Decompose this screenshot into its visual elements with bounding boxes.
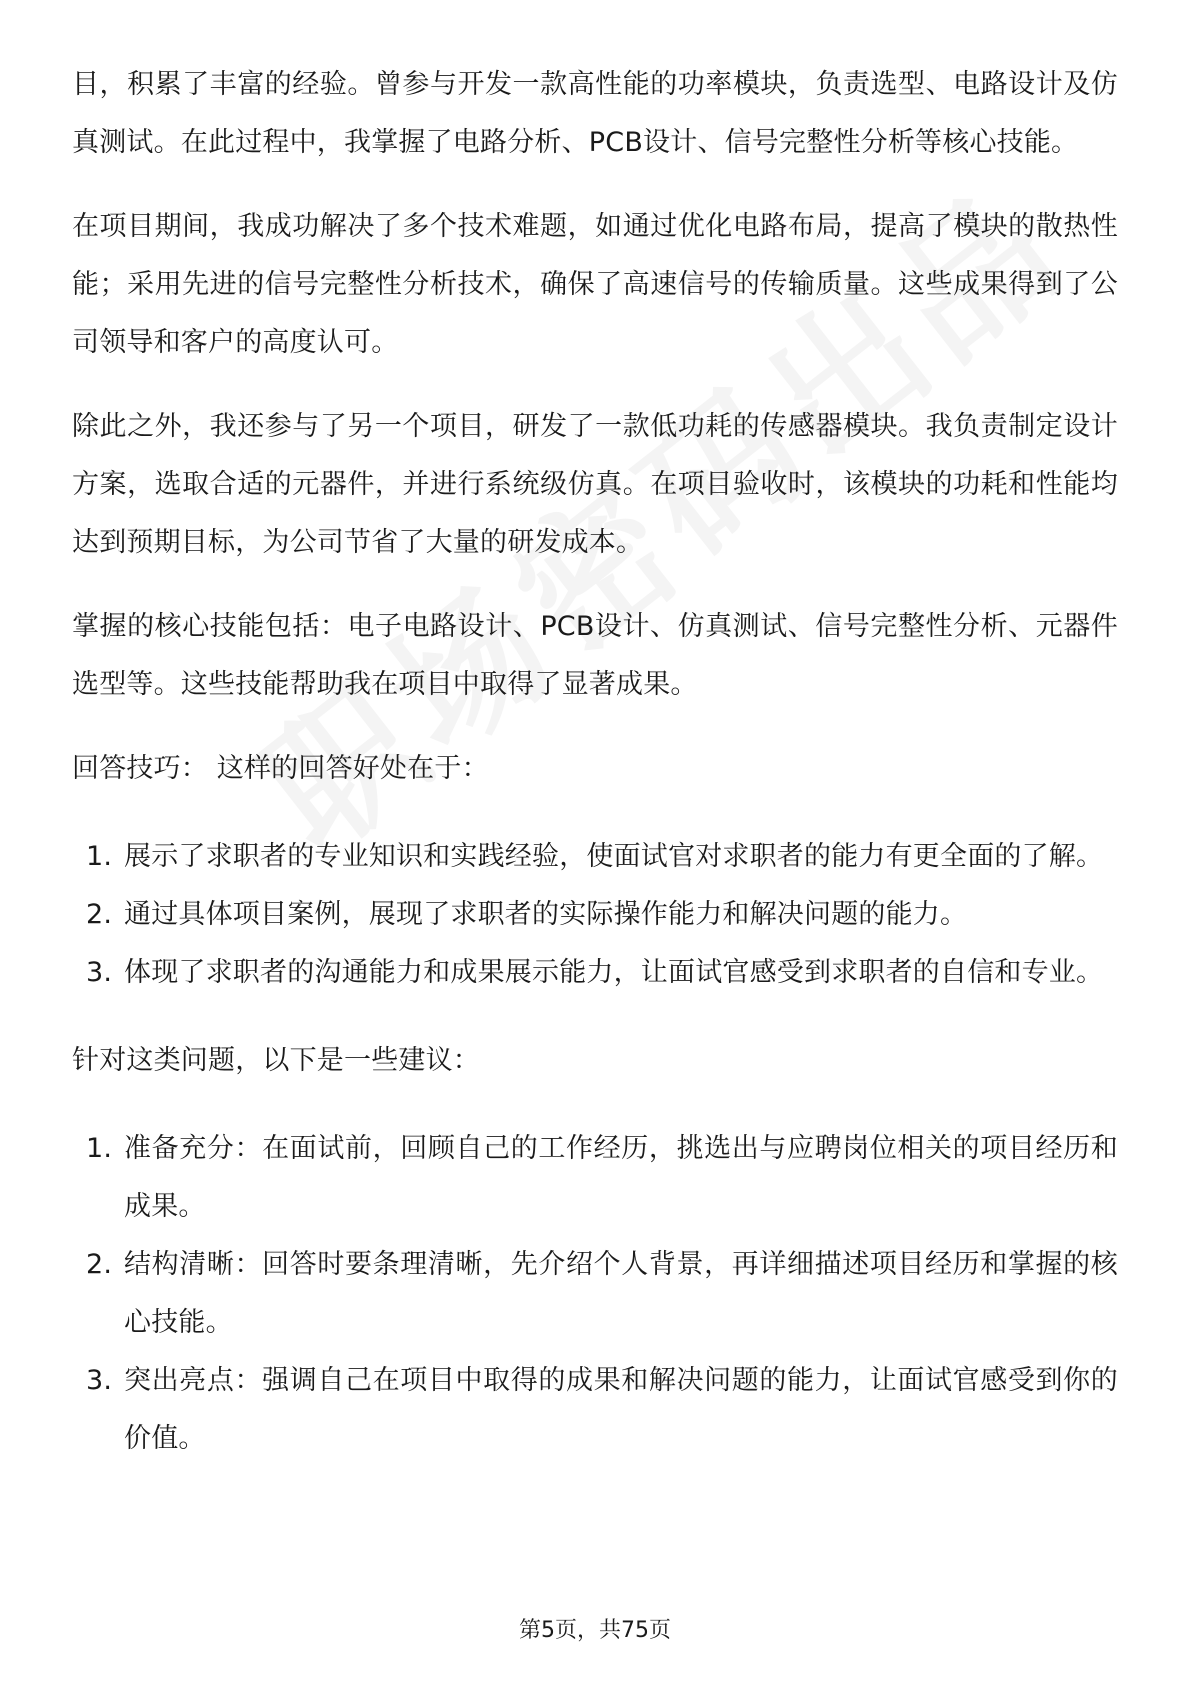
- list-item: [72, 1120, 1118, 1236]
- paragraph-other-project: 除此之外，我还参与了另一个项目，研发了一款低功耗的传感器模块。我负责制定设计方案，选取合适的元器件，并进行系统级仿真。在项目验收时，该模块的功耗和性能均达到预期目标，为公司节省了大量的研发成本。: [72, 411, 1118, 558]
- list-item-text: 结构清晰：回答时要条理清晰，先介绍个人背景，再详细描述项目经历和掌握的核心技能。: [124, 1249, 1118, 1338]
- list-number: 1.: [86, 841, 113, 872]
- list-item-text: 展示了求职者的专业知识和实践经验，使面试官对求职者的能力有更全面的了解。: [124, 841, 1104, 872]
- list-item: [72, 944, 1118, 1002]
- document-page: [72, 56, 1118, 1498]
- tips-list: [72, 828, 1118, 1002]
- list-item: [72, 828, 1118, 886]
- advice-heading: 针对这类问题，以下是一些建议：: [72, 1045, 480, 1076]
- list-item: [72, 1236, 1118, 1352]
- list-item-text: 通过具体项目案例，展现了求职者的实际操作能力和解决问题的能力。: [124, 899, 968, 930]
- list-item-text: 突出亮点：强调自己在项目中取得的成果和解决问题的能力，让面试官感受到你的价值。: [124, 1365, 1118, 1454]
- list-number: 1.: [86, 1133, 113, 1164]
- list-number: 2.: [86, 899, 113, 930]
- page-number: 第5页，共75页: [519, 1618, 671, 1643]
- list-number: 2.: [86, 1249, 113, 1280]
- advice-list: [72, 1120, 1118, 1468]
- tips-heading: 回答技巧： 这样的回答好处在于：: [72, 753, 489, 784]
- list-item: [72, 1352, 1118, 1468]
- list-item-text: 体现了求职者的沟通能力和成果展示能力，让面试官感受到求职者的自信和专业。: [124, 957, 1104, 988]
- paragraph-core-skills: 掌握的核心技能包括：电子电路设计、PCB设计、仿真测试、信号完整性分析、元器件选型等。这些技能帮助我在项目中取得了显著成果。: [72, 611, 1118, 700]
- paragraph-experience: 目，积累了丰富的经验。曾参与开发一款高性能的功率模块，负责选型、电路设计及仿真测试。在此过程中，我掌握了电路分析、PCB设计、信号完整性分析等核心技能。: [72, 69, 1118, 158]
- list-item-text: 准备充分：在面试前，回顾自己的工作经历，挑选出与应聘岗位相关的项目经历和成果。: [124, 1133, 1118, 1222]
- list-number: 3.: [86, 1365, 113, 1396]
- paragraph-achievements: 在项目期间，我成功解决了多个技术难题，如通过优化电路布局，提高了模块的散热性能；采用先进的信号完整性分析技术，确保了高速信号的传输质量。这些成果得到了公司领导和客户的高度认可。: [72, 211, 1118, 358]
- list-item: [72, 886, 1118, 944]
- list-number: 3.: [86, 957, 113, 988]
